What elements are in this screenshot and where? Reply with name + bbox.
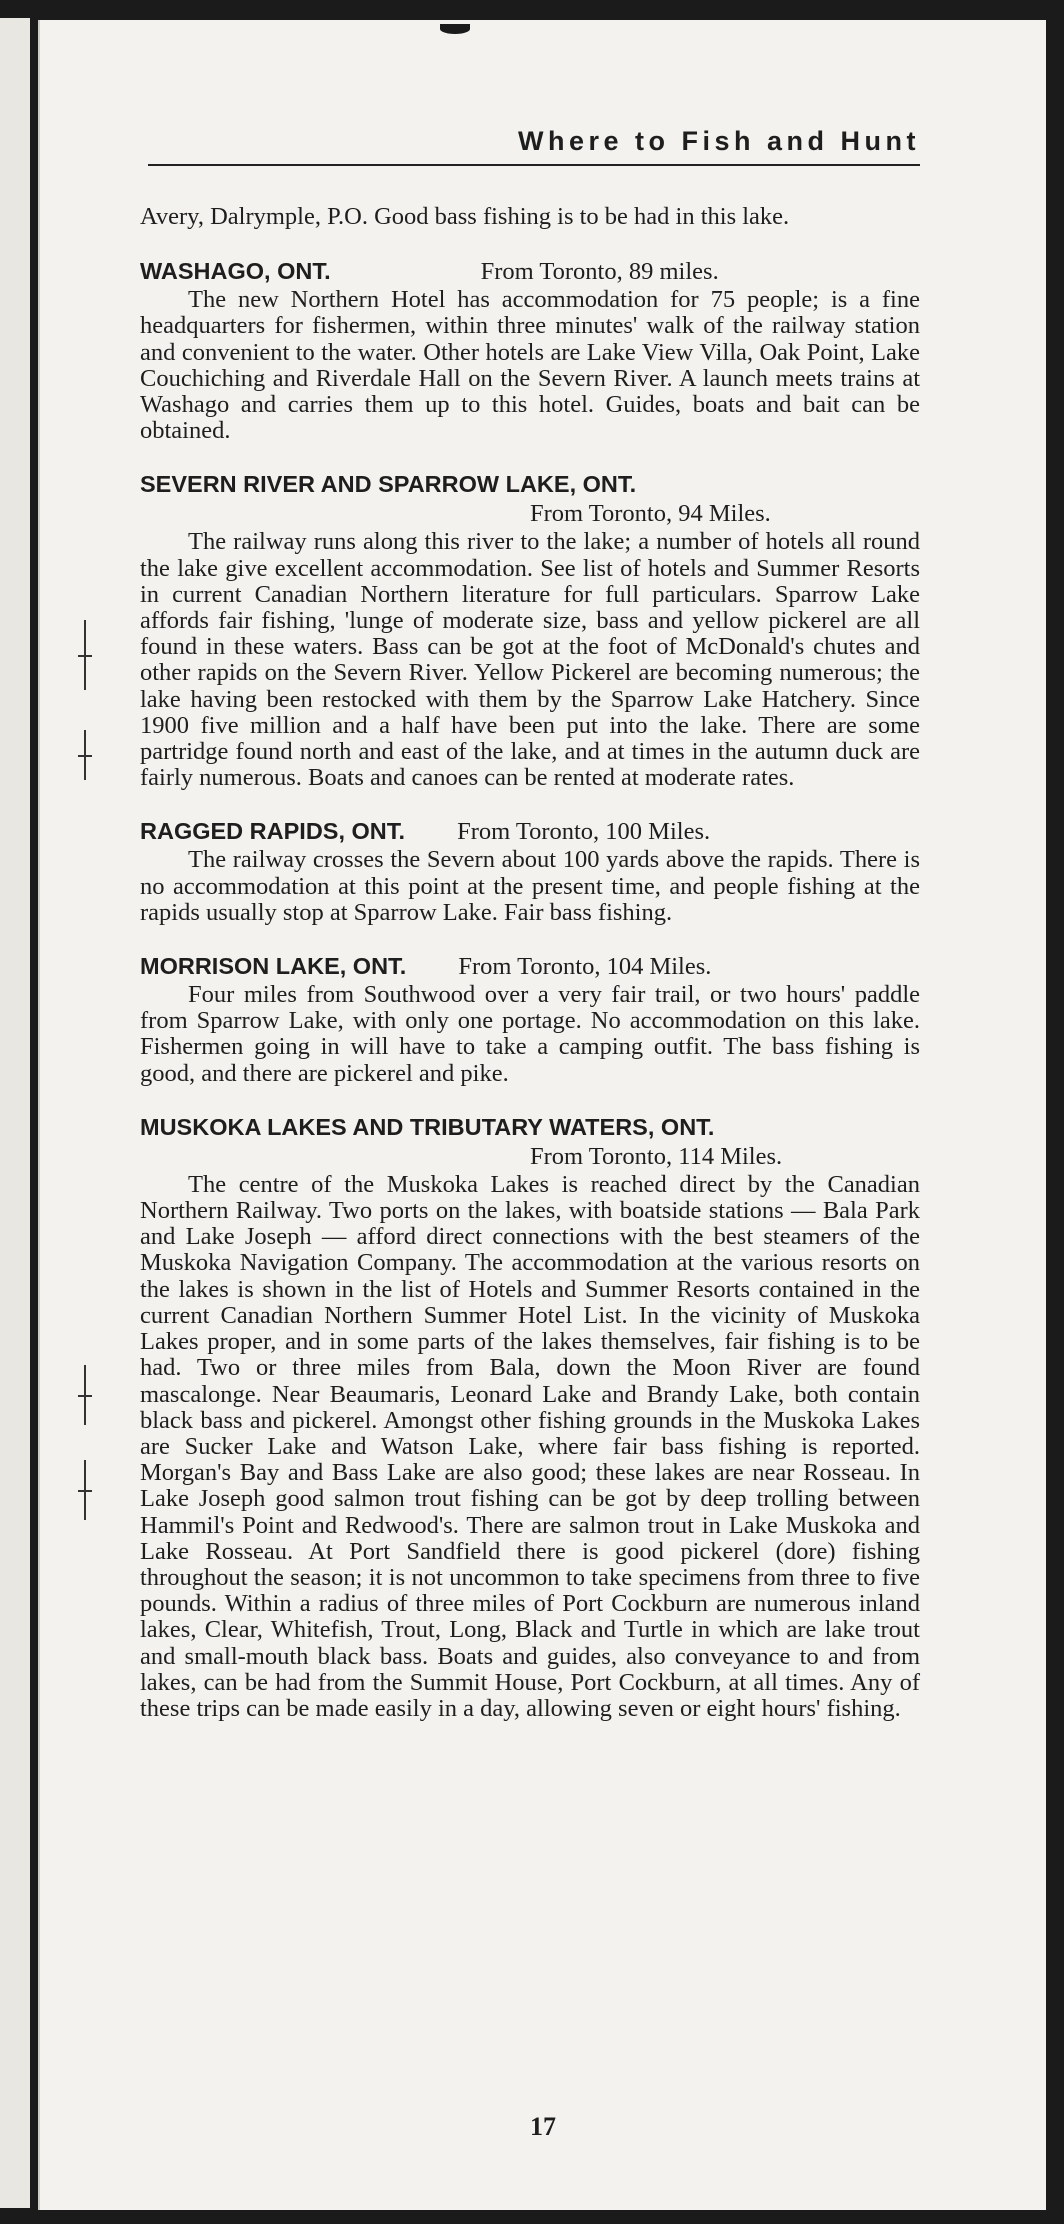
section-severn-river — [140, 469, 920, 791]
section-distance: From Toronto, 104 Miles. — [458, 953, 712, 981]
section-washago — [140, 256, 920, 444]
section-distance: From Toronto, 89 miles. — [480, 258, 719, 286]
section-body: The new Northern Hotel has accommodation for 75 people; is a fine headquarters for fishermen, within three minutes' walk of the railway station and convenient to the water. Other hotels are Lake View Villa, Oak Point, Lake Couchiching and Riverdale Hall on the Severn River. A launch meets trains at Washago and carries them up to this hotel. Guides, boats and bait can be obtained. — [140, 286, 920, 445]
section-title: MORRISON LAKE, ONT. — [140, 953, 407, 980]
binding-mark — [84, 1460, 86, 1520]
section-ragged-rapids — [140, 816, 920, 926]
facing-page-edge — [0, 18, 30, 2208]
intro-paragraph: Avery, Dalrymple, P.O. Good bass fishing is to be had in this lake. — [140, 203, 790, 230]
section-body: The railway crosses the Severn about 100 yards above the rapids. There is no accommodation at this point at the present time, and people fishing at the rapids usually stop at Sparrow Lake. Fair bass fishing. — [140, 846, 920, 926]
section-title: RAGGED RAPIDS, ONT. — [140, 818, 406, 845]
binding-mark — [84, 620, 86, 690]
page-top-notch — [440, 24, 470, 34]
section-heading — [140, 816, 920, 847]
section-muskoka-lakes — [140, 1112, 920, 1722]
section-distance: From Toronto, 100 Miles. — [457, 818, 711, 846]
section-title: MUSKOKA LAKES AND TRIBUTARY WATERS, ONT. — [140, 1113, 715, 1140]
section-morrison-lake — [140, 951, 920, 1087]
section-heading — [140, 256, 920, 287]
book-page — [38, 20, 1046, 2210]
binding-mark — [84, 730, 86, 780]
binding-mark — [84, 1365, 86, 1425]
section-title: SEVERN RIVER AND SPARROW LAKE, ONT. — [140, 471, 637, 498]
section-title: WASHAGO, ONT. — [140, 258, 331, 285]
section-body: The railway runs along this river to the lake; a number of hotels all round the lake give excellent accommodation. See list of hotels and Summer Resorts in current Canadian Northern literature for full particulars. Sparrow Lake affords fair fishing, 'lunge of moderate size, bass and yellow pickerel are all found in these waters. Bass can be got at the foot of McDonald's chutes and other rapids on the Severn River. Yellow Pickerel are becoming numerous; the lake having been restocked with them by the Sparrow Lake Hatchery. Since 1900 five million and a half have been put into the lake. There are some partridge found north and east of the lake, and at times in the autumn duck are fairly numerous. Boats and canoes can be rented at moderate rates. — [140, 528, 920, 792]
section-body: Four miles from Southwood over a very fair trail, or two hours' paddle from Sparrow Lake, with only one portage. No accommodation on this lake. Fishermen going in will have to take a camping outfit. The bass fishing is good, and there are pickerel and pike. — [140, 981, 920, 1087]
section-distance: From Toronto, 114 Miles. — [530, 1142, 783, 1170]
section-distance: From Toronto, 94 Miles. — [530, 500, 771, 528]
section-heading — [140, 951, 920, 982]
section-body: The centre of the Muskoka Lakes is reached direct by the Canadian Northern Railway. Two ports on the lakes, with boatside stations — Bala Park and Lake Joseph — afford direct connections with the best steamers of the Muskoka Navigation Company. The accommodation at the various resorts on the lakes is shown in the list of Hotels and Summer Resorts contained in the current Canadian Northern Summer Hotel List. In the vicinity of Muskoka Lakes proper, and in some parts of the lakes themselves, fair fishing is to be had. Two or three miles from Bala, down the Moon River are found mascalonge. Near Beaumaris, Leonard Lake and Brandy Lake, both contain black bass and pickerel. Amongst other fishing grounds in the Muskoka Lakes are Sucker Lake and Watson Lake, where fair bass fishing is reported. Morgan's Bay and Bass Lake are also good; these lakes are near Rosseau. In Lake Joseph good salmon trout fishing can be got by deep trolling between Hammil's Point and Redwood's. There are salmon trout in Lake Muskoka and Lake Rosseau. At Port Sandfield there is good pickerel (dore) fishing throughout the season; it is not uncommon to take specimens from three to five pounds. Within a radius of three miles of Port Cockburn are numerous inland lakes, Clear, Whitefish, Trout, Long, Black and Turtle in which are lake trout and small-mouth black bass. Boats and guides, also conveyance to and from lakes, can be had from the Summit House, Port Cockburn, at all times. Any of these trips can be made easily in a day, allowing seven or eight hours' fishing. — [140, 1170, 920, 1722]
page-number: 17 — [530, 2112, 556, 2141]
page-content — [140, 204, 920, 1747]
running-head: Where to Fish and Hunt — [518, 126, 920, 156]
header-rule — [148, 164, 920, 166]
